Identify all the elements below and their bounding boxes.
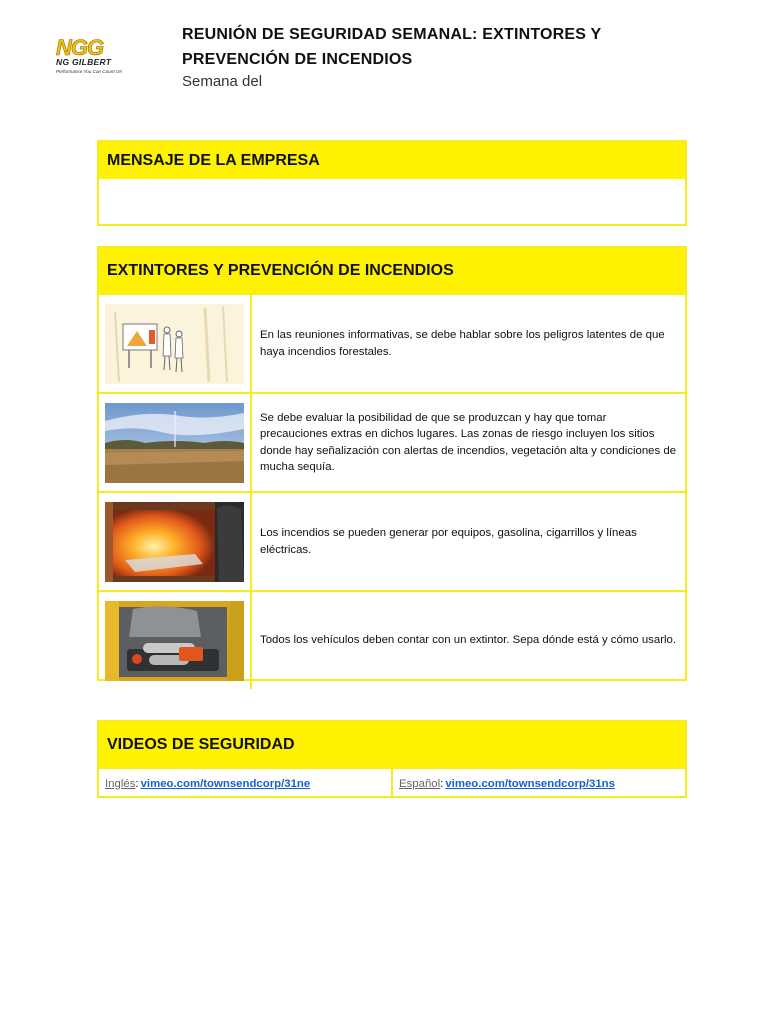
english-video-cell	[99, 769, 391, 798]
row-text: Todos los vehículos deben contar con un extintor. Sepa dónde está y cómo usarlo.	[260, 634, 677, 647]
week-label: Semana del	[182, 73, 263, 90]
company-message-section	[97, 140, 687, 226]
table-row	[99, 491, 685, 590]
row-text: Se debe evaluar la posibilidad de que se produzcan y hay que tomar precauciones extras en dichos lugares. Las zonas de riesgo incluyen los sitios donde hay señalización con alertas de incendios, vegetación alta y condiciones de mucha sequía.	[260, 411, 677, 473]
company-message-heading: MENSAJE DE LA EMPRESA	[99, 142, 685, 179]
spanish-label: Español	[399, 777, 441, 790]
vehicle-extinguisher-photo	[105, 601, 244, 681]
fire-prevention-section	[97, 246, 687, 681]
table-row	[99, 392, 685, 491]
logo-tagline: Performance You Can Count On	[56, 69, 123, 74]
label-colon: :	[135, 777, 139, 790]
row-image-cell	[99, 394, 252, 491]
row-text: Los incendios se pueden generar por equipos, gasolina, cigarrillos y líneas eléctricas.	[260, 527, 637, 556]
english-label: Inglés	[105, 777, 136, 790]
logo-letters: NGG	[56, 36, 104, 58]
safety-videos-section	[97, 720, 687, 798]
company-logo	[54, 36, 130, 84]
spanish-video-link[interactable]: vimeo.com/townsendcorp/31ns	[445, 777, 615, 790]
fire-prevention-heading: EXTINTORES Y PREVENCIÓN DE INCENDIOS	[99, 248, 685, 293]
fire-flames-photo	[105, 502, 244, 582]
video-links-row	[99, 767, 685, 798]
safety-videos-heading: VIDEOS DE SEGURIDAD	[99, 722, 685, 767]
dry-field-landscape-photo	[105, 403, 244, 483]
table-row	[99, 293, 685, 392]
logo-brand-name: NG GILBERT	[56, 57, 112, 67]
table-row	[99, 590, 685, 689]
row-image-cell	[99, 493, 252, 590]
fire-danger-sign-illustration	[105, 304, 244, 384]
ngg-logo-mark	[54, 36, 130, 58]
row-text: En las reuniones informativas, se debe hablar sobre los peligros latentes de que haya incendios forestales.	[260, 329, 665, 358]
row-image-cell	[99, 295, 252, 392]
label-colon: :	[440, 777, 444, 790]
row-image-cell	[99, 592, 252, 689]
spanish-video-cell	[391, 769, 685, 798]
page-title: REUNIÓN DE SEGURIDAD SEMANAL: EXTINTORES Y PREVENCIÓN DE INCENDIOS	[182, 26, 602, 68]
english-video-link[interactable]: vimeo.com/townsendcorp/31ne	[140, 777, 311, 790]
